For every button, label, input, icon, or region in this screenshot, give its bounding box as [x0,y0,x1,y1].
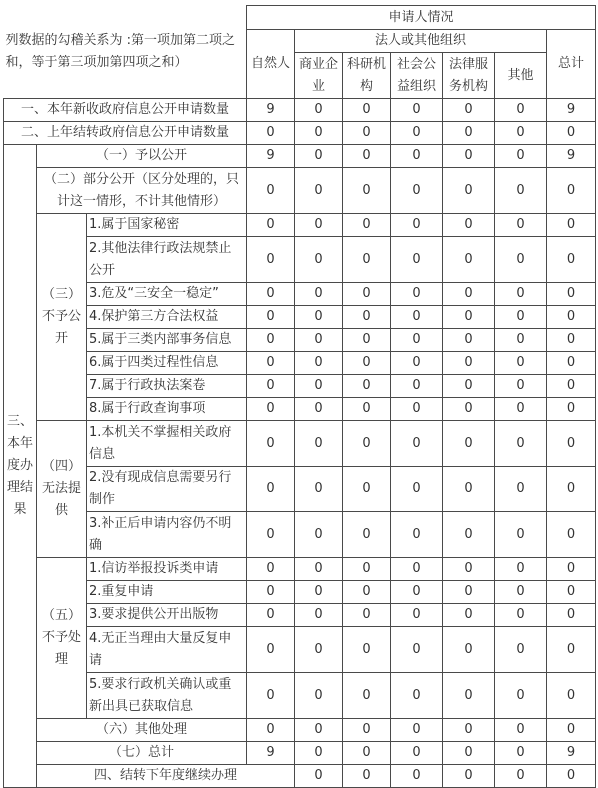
header-other: 其他 [495,53,547,99]
cell-value: 0 [295,627,343,673]
cell-value: 0 [295,145,343,168]
cell-value: 0 [443,99,495,122]
row-label: 1.属于国家秘密 [87,214,247,237]
cell-value: 0 [495,283,547,306]
cell-value: 0 [547,512,596,558]
cell-value: 0 [547,719,596,742]
cell-value: 0 [391,558,443,581]
cell-value: 0 [547,421,596,467]
cell-value: 0 [295,673,343,719]
cell-value: 0 [343,558,391,581]
cell-value: 0 [443,719,495,742]
cell-value: 0 [495,581,547,604]
cell-value: 0 [443,375,495,398]
cell-value: 0 [547,306,596,329]
cell-value: 0 [391,306,443,329]
cell-value: 0 [295,237,343,283]
cell-value: 0 [495,742,547,765]
header-commercial: 商业企业 [295,53,343,99]
table-row [4,168,596,214]
table-row [4,283,596,306]
row-label: （二）部分公开（区分处理的，只计这一情形，不计其他情形） [37,168,247,214]
cell-value: 0 [295,467,343,512]
cell-value: 0 [547,237,596,283]
cell-value: 0 [343,168,391,214]
table-row [4,719,596,742]
cell-value: 0 [547,375,596,398]
cell-value: 0 [247,306,295,329]
cell-value: 0 [547,581,596,604]
row-label: 4.保护第三方合法权益 [87,306,247,329]
cell-value: 0 [247,398,295,421]
info-disclosure-table [3,5,596,788]
cell-value: 0 [391,719,443,742]
cell-value: 0 [343,627,391,673]
cell-value: 0 [391,352,443,375]
cell-value: 0 [247,719,295,742]
cell-value: 0 [495,673,547,719]
cell-value: 0 [343,329,391,352]
cell-value: 0 [391,398,443,421]
cell-value: 0 [547,283,596,306]
table-row [4,329,596,352]
cell-value: 0 [443,421,495,467]
cell-value: 0 [391,742,443,765]
row-label: 3.危及“三安全一稳定” [87,283,247,306]
cell-value: 0 [343,237,391,283]
cell-value: 0 [343,306,391,329]
table-row [4,145,596,168]
cell-value: 0 [443,512,495,558]
cell-value: 0 [391,467,443,512]
cell-value: 0 [247,467,295,512]
cell-value: 0 [295,214,343,237]
cell-value: 0 [495,99,547,122]
row-label: 2.其他法律行政法规禁止公开 [87,237,247,283]
cell-value: 0 [443,283,495,306]
section3-label: 三、本年度办理结果 [4,145,37,788]
cell-value: 0 [495,719,547,742]
cell-value: 0 [343,122,391,145]
cell-value: 0 [247,421,295,467]
cell-value: 0 [295,581,343,604]
cell-value: 0 [443,329,495,352]
cell-value: 0 [443,581,495,604]
cell-value: 0 [295,558,343,581]
cell-value: 0 [247,168,295,214]
cell-value: 0 [343,283,391,306]
cell-value: 0 [343,467,391,512]
cell-value: 0 [247,237,295,283]
cell-value: 0 [443,742,495,765]
cell-value: 0 [495,421,547,467]
cell-value: 0 [547,352,596,375]
cell-value: 0 [343,604,391,627]
row-label: 四、结转下年度继续办理 [37,765,295,788]
cell-value: 0 [391,329,443,352]
header-legal-group: 法人或其他组织 [295,30,547,53]
cell-value: 9 [247,145,295,168]
cell-value: 0 [343,375,391,398]
row-label: （七）总计 [37,742,247,765]
cell-value: 0 [343,512,391,558]
cell-value: 9 [247,742,295,765]
cell-value: 0 [495,237,547,283]
header-total: 总计 [547,30,596,99]
cell-value: 0 [391,283,443,306]
cell-value: 0 [391,421,443,467]
row-label: 1.信访举报投诉类申请 [87,558,247,581]
row-label: 二、上年结转政府信息公开申请数量 [4,122,247,145]
header-law-service: 法律服务机构 [443,53,495,99]
cell-value: 0 [295,421,343,467]
cell-value: 0 [443,237,495,283]
cell-value: 0 [295,375,343,398]
cell-value: 0 [495,512,547,558]
cell-value: 0 [443,168,495,214]
cell-value: 0 [247,329,295,352]
table-row [4,306,596,329]
cell-value: 0 [495,558,547,581]
cell-value: 0 [295,168,343,214]
cell-value: 0 [495,145,547,168]
cell-value: 0 [247,558,295,581]
table-row [4,581,596,604]
cell-value: 0 [247,283,295,306]
table-row [4,237,596,283]
cell-value: 0 [547,604,596,627]
cell-value: 0 [443,352,495,375]
row-label: 5.要求行政机关确认或重新出具已获取信息 [87,673,247,719]
cell-value: 0 [547,329,596,352]
cell-value: 0 [295,742,343,765]
cell-value: 0 [547,673,596,719]
cell-value: 0 [495,467,547,512]
cell-value: 0 [247,627,295,673]
row-label: 3.补正后申请内容仍不明确 [87,512,247,558]
cell-value: 0 [295,122,343,145]
cell-value: 0 [443,122,495,145]
cell-value: 0 [247,375,295,398]
header-natural-person: 自然人 [247,30,295,99]
cell-value: 0 [547,765,596,788]
cell-value: 0 [295,352,343,375]
cell-value: 0 [443,306,495,329]
table-row [4,352,596,375]
cell-value: 0 [443,604,495,627]
cell-value: 0 [547,122,596,145]
cell-value: 0 [547,558,596,581]
table-row [4,765,596,788]
row-label: 6.属于四类过程性信息 [87,352,247,375]
table-row [4,214,596,237]
group-label: （三）不予公开 [37,214,87,421]
row-label: 7.属于行政执法案卷 [87,375,247,398]
row-label: 2.重复申请 [87,581,247,604]
group-label: （五）不予处理 [37,558,87,719]
cell-value: 0 [391,673,443,719]
cell-value: 0 [391,604,443,627]
cell-value: 0 [343,673,391,719]
cell-value: 0 [391,627,443,673]
cell-value: 0 [295,306,343,329]
table-row [4,558,596,581]
cell-value: 0 [495,398,547,421]
cell-value: 0 [547,168,596,214]
cell-value: 0 [247,512,295,558]
table-row [4,99,596,122]
cell-value: 0 [295,283,343,306]
cell-value: 0 [343,421,391,467]
cell-value: 0 [443,627,495,673]
table-row [4,421,596,467]
cell-value: 0 [495,375,547,398]
cell-value: 0 [547,214,596,237]
cell-value: 0 [443,214,495,237]
row-label: （一）予以公开 [37,145,247,168]
cell-value: 0 [343,214,391,237]
table-row [4,512,596,558]
cell-value: 0 [495,765,547,788]
row-label: 3.要求提供公开出版物 [87,604,247,627]
table-row [4,673,596,719]
table-row [4,627,596,673]
cell-value: 0 [495,329,547,352]
cell-value: 0 [443,673,495,719]
cell-value: 0 [247,673,295,719]
header-applicant: 申请人情况 [247,6,596,30]
cell-value: 0 [443,398,495,421]
cell-value: 0 [391,168,443,214]
cell-value: 0 [495,122,547,145]
cell-value: 0 [391,237,443,283]
cell-value: 0 [391,145,443,168]
cell-value: 0 [495,627,547,673]
cell-value: 0 [343,352,391,375]
cell-value: 0 [391,122,443,145]
header-social: 社会公益组织 [391,53,443,99]
header-row-1 [4,6,596,30]
cell-value: 0 [295,512,343,558]
cell-value: 9 [547,99,596,122]
cell-value: 0 [547,467,596,512]
header-research: 科研机构 [343,53,391,99]
cell-value: 0 [295,99,343,122]
table-row [4,742,596,765]
row-label: 2.没有现成信息需要另行制作 [87,467,247,512]
cell-value: 0 [443,145,495,168]
cell-value: 0 [391,214,443,237]
cell-value: 0 [495,306,547,329]
cell-value: 0 [495,214,547,237]
cell-value: 0 [443,558,495,581]
row-label: （六）其他处理 [37,719,247,742]
cell-value: 0 [495,352,547,375]
cell-value: 0 [391,765,443,788]
cell-value: 0 [247,604,295,627]
cell-value: 0 [295,398,343,421]
cell-value: 0 [391,375,443,398]
header-note: 列数据的勾稽关系为 :第一项加第二项之和，等于第三项加第四项之和） [4,6,247,99]
row-label: 1.本机关不掌握相关政府信息 [87,421,247,467]
cell-value: 9 [247,99,295,122]
cell-value: 0 [295,329,343,352]
cell-value: 0 [343,398,391,421]
cell-value: 9 [547,145,596,168]
cell-value: 0 [343,742,391,765]
table-row [4,398,596,421]
cell-value: 0 [295,765,343,788]
cell-value: 0 [247,352,295,375]
row-label: 一、本年新收政府信息公开申请数量 [4,99,247,122]
cell-value: 0 [443,467,495,512]
group-label: （四）无法提供 [37,421,87,558]
cell-value: 0 [343,765,391,788]
cell-value: 0 [343,145,391,168]
cell-value: 0 [443,765,495,788]
row-label: 5.属于三类内部事务信息 [87,329,247,352]
table-row [4,604,596,627]
cell-value: 0 [391,99,443,122]
cell-value: 0 [247,581,295,604]
cell-value: 0 [247,122,295,145]
cell-value: 0 [495,604,547,627]
row-label: 8.属于行政查询事项 [87,398,247,421]
cell-value: 0 [547,627,596,673]
cell-value: 0 [343,719,391,742]
cell-value: 0 [391,512,443,558]
cell-value: 0 [391,581,443,604]
table-row [4,375,596,398]
row-label: 4.无正当理由大量反复申请 [87,627,247,673]
cell-value: 9 [547,742,596,765]
table-row [4,467,596,512]
cell-value: 0 [495,168,547,214]
table-row [4,122,596,145]
cell-value: 0 [247,214,295,237]
cell-value: 0 [295,719,343,742]
cell-value: 0 [343,581,391,604]
cell-value: 0 [343,99,391,122]
cell-value: 0 [295,604,343,627]
cell-value: 0 [547,398,596,421]
